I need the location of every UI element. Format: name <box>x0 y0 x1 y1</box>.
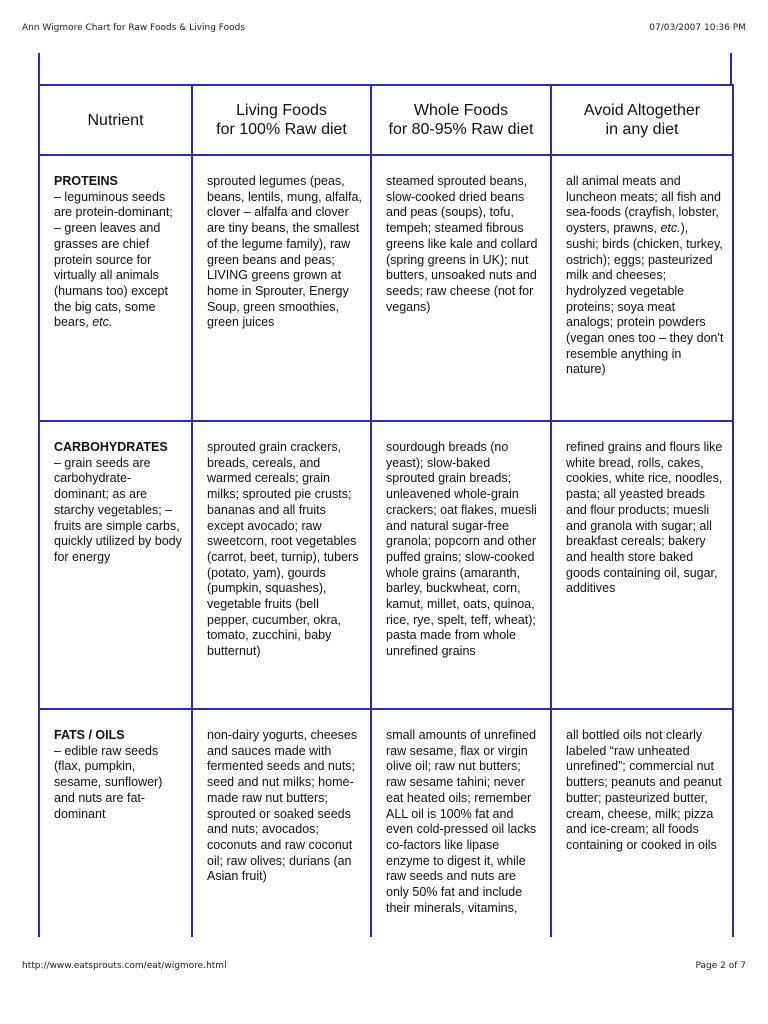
table-row <box>39 421 733 709</box>
column-header-avoid-altogether: Avoid Altogether in any diet <box>551 85 733 155</box>
avoid-cell: all animal meats and luncheon meats; all fish and sea-foods (crayfish, lobster, oysters, prawns, etc.), sushi; birds (chicken, turkey, ostrich); eggs; pasteurized milk and cheeses; hydrolyzed vegetable proteins; soya meat analogs; protein powders (vegan ones too – they don't resemble anything in nature) <box>551 155 733 421</box>
table-top-stub <box>38 53 732 86</box>
print-footer-url: http://www.eatsprouts.com/eat/wigmore.html <box>22 961 227 971</box>
nutrient-cell <box>39 421 192 709</box>
table-row <box>39 709 733 937</box>
nutrient-name: FATS / OILS <box>54 728 125 742</box>
nutrient-cell <box>39 155 192 421</box>
whole-foods-cell: sourdough breads (no yeast); slow-baked sprouted grain breads; unleavened whole-grain crackers; oat flakes, muesli and natural sugar-free granola; popcorn and other puffed grains; slow-cooked whole grains (amaranth, barley, buckwheat, corn, kamut, millet, oats, quinoa, rice, rye, spelt, teff, wheat); pasta made from whole unrefined grains <box>371 421 551 709</box>
print-header-title: Ann Wigmore Chart for Raw Foods & Living Foods <box>22 23 246 33</box>
print-footer <box>22 961 746 971</box>
nutrient-chart <box>38 53 730 935</box>
whole-foods-cell: small amounts of unrefined raw sesame, flax or virgin olive oil; raw nut butters; raw sesame tahini; never eat heated oils; remember ALL oil is 100% fat and even cold-pressed oil lacks co-factors like lipase enzyme to digest it, while raw seeds and nuts are only 50% fat and include their minerals, vitamins, <box>371 709 551 937</box>
avoid-cell: all bottled oils not clearly labeled “raw unheated unrefined”; commercial nut butters; peanuts and peanut butter; pasteurized butter, cream, cheese, milk; pizza and ice-cream; all foods containing or cooked in oils <box>551 709 733 937</box>
avoid-cell: refined grains and flours like white bread, rolls, cakes, cookies, white rice, noodles, pasta; all yeasted breads and flour products; muesli and granola with sugar; all breakfast cereals; bakery and health store baked goods containing oil, sugar, additives <box>551 421 733 709</box>
column-header-living-foods: Living Foods for 100% Raw diet <box>192 85 371 155</box>
print-footer-page: Page 2 of 7 <box>695 961 746 971</box>
chart-table <box>38 84 734 937</box>
nutrient-description: – edible raw seeds (flax, pumpkin, sesame, sunflower) and nuts are fat-dominant <box>54 743 163 821</box>
print-header-datetime: 07/03/2007 10:36 PM <box>649 23 746 33</box>
nutrient-description: – leguminous seeds are protein-dominant; – green leaves and grasses are chief protein source for virtually all animals (humans too) except the big cats, some bears, etc. <box>54 189 173 330</box>
nutrient-description: – grain seeds are carbohydrate-dominant; as are starchy vegetables; – fruits are simple carbs, quickly utilized by body for energy <box>54 455 182 564</box>
nutrient-name: CARBOHYDRATES <box>54 440 168 454</box>
nutrient-name: PROTEINS <box>54 174 118 188</box>
column-header-whole-foods: Whole Foods for 80-95% Raw diet <box>371 85 551 155</box>
header-row <box>39 85 733 155</box>
column-header-nutrient: Nutrient <box>39 85 192 155</box>
living-foods-cell: non-dairy yogurts, cheeses and sauces made with fermented seeds and nuts; seed and nut milks; home-made raw nut butters; sprouted or soaked seeds and nuts; avocados; coconuts and raw coconut oil; raw olives; durians (an Asian fruit) <box>192 709 371 937</box>
living-foods-cell: sprouted grain crackers, breads, cereals, and warmed cereals; grain milks; sprouted pie crusts; bananas and all fruits except avocado; raw sweetcorn, root vegetables (carrot, beet, turnip), tubers (potato, yam), gourds (pumpkin, squashes), vegetable fruits (bell pepper, cucumber, okra, tomato, zucchini, baby butternut) <box>192 421 371 709</box>
living-foods-cell: sprouted legumes (peas, beans, lentils, mung, alfalfa, clover – alfalfa and clover are tiny beans, the smallest of the legume family), raw green beans and peas; LIVING greens grown at home in Sprouter, Energy Soup, green smoothies, green juices <box>192 155 371 421</box>
whole-foods-cell: steamed sprouted beans, slow-cooked dried beans and peas (soups), tofu, tempeh; steamed fibrous greens like kale and collard (spring greens in UK); nut butters, unsoaked nuts and seeds; raw cheese (not for vegans) <box>371 155 551 421</box>
nutrient-cell <box>39 709 192 937</box>
print-header <box>22 23 746 33</box>
table-row <box>39 155 733 421</box>
